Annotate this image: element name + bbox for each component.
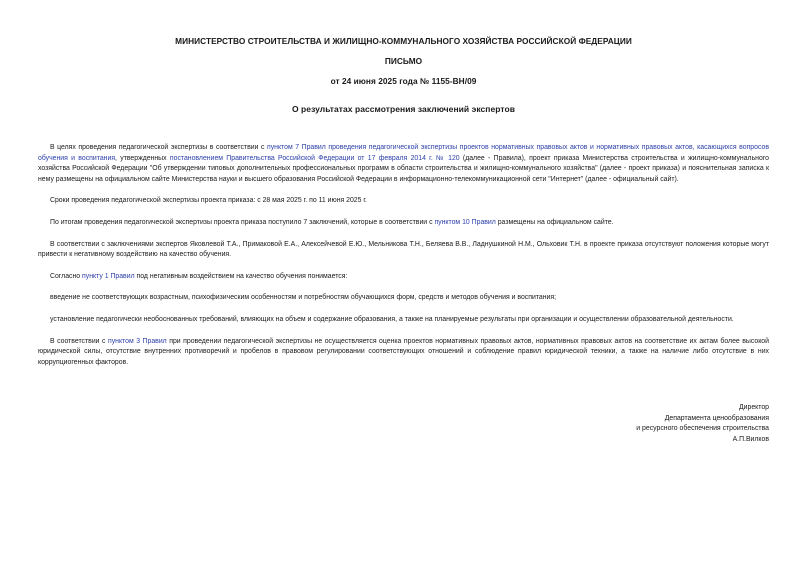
signature-department-cont: и ресурсного обеспечения строительства — [636, 425, 769, 433]
link-rules-point-3[interactable]: пунктом 3 Правил — [107, 337, 167, 345]
paragraph-3 — [38, 218, 769, 229]
link-rules-point-10[interactable]: пунктом 10 Правил — [434, 218, 496, 226]
link-government-decree[interactable]: постановлением Правительства Российской Федерации от 17 февраля 2014 г. № 120 — [169, 154, 460, 162]
text: размещены на официальном сайте. — [495, 218, 614, 226]
paragraph-7: установление педагогически необоснованных требований, влияющих на объем и содержание образования, а также на планируемые результаты при организации и осуществлении образовательной деятельности. — [50, 315, 734, 323]
document-date-number: от 24 июня 2025 года № 1155-ВН/09 — [330, 76, 477, 86]
paragraph-6: введение не соответствующих возрастным, психофизическим особенностям и потребностям обучающихся форм, средств и методов обучения и воспитания; — [50, 294, 557, 302]
text: при проведении педагогической экспертизы не осуществляется оценка проектов нормативных правовых актов, нормативных правовых актов на соответствие их актам более высокой юридической силы, отсутствие внутренних противоречий и пробелов в правовом регулировании соответствующих отношений и соблюдение правил юридической техники, а также на наличие либо отсутствие в них коррупциогенных факторов. — [38, 337, 769, 366]
text: В целях проведения педагогической экспертизы в соответствии с — [50, 144, 267, 151]
text: В соответствии с — [50, 337, 108, 345]
document-body — [38, 143, 769, 368]
signature-position: Директор — [738, 404, 769, 411]
text: (далее - Правила), проект приказа Министерства строительства и жилищно-коммунального хозяйства Российской Федерации "Об утверждении типовых дополнительных профессиональных программ в области строительства и жилищно-коммунального хозяйства" (далее - проект приказа) и пояснительная записка к нему размещены на официальном сайте Министерства науки и высшего образования Российской Федерации в информационно-телекоммуникационной сети "Интернет" (далее - официальный сайт). — [38, 154, 769, 183]
ministry-title: МИНИСТЕРСТВО СТРОИТЕЛЬСТВА И ЖИЛИЩНО-КОММУНАЛЬНОГО ХОЗЯЙСТВА РОССИЙСКОЙ ФЕДЕРАЦИИ — [175, 36, 632, 46]
document-type: ПИСЬМО — [384, 56, 423, 66]
text: под негативным воздействием на качество обучения понимается: — [134, 272, 348, 280]
link-rules-point-1[interactable]: пункту 1 Правил — [82, 272, 135, 280]
signature-block — [636, 403, 769, 445]
paragraph-1 — [38, 143, 769, 185]
paragraph-8 — [38, 337, 769, 369]
text: Согласно — [50, 272, 83, 280]
signature-department: Департамента ценообразования — [664, 414, 769, 422]
text: , утвержденных — [115, 154, 170, 162]
paragraph-4: В соответствии с заключениями экспертов Яковлевой Т.А., Примаковой Е.А., Алексейчевой Е.Ю., Мельникова Т.Н., Беляева В.В., Ладнушкиной Н.М., Ольховик Т.Н. в проекте приказа отсутствуют положения которые могут привести к негативному воздействию на качество обучения. — [38, 240, 769, 259]
text: По итогам проведения педагогической экспертизы проекта приказа поступило 7 заключений, которые в соответствии с — [50, 218, 435, 226]
document-subject: О результатах рассмотрения заключений экспертов — [291, 104, 516, 114]
paragraph-5 — [38, 272, 769, 283]
paragraph-2: Сроки проведения педагогической экспертизы проекта приказа: с 28 мая 2025 г. по 11 июня 2025 г. — [50, 197, 367, 205]
link-rules-point-7[interactable]: пунктом 7 Правил проведения педагогической экспертизы проектов нормативных правовых актов и нормативных правовых актов, касающихся вопросов обучения и воспитания — [38, 144, 769, 162]
signature-name: А.П.Вилков — [732, 435, 769, 443]
